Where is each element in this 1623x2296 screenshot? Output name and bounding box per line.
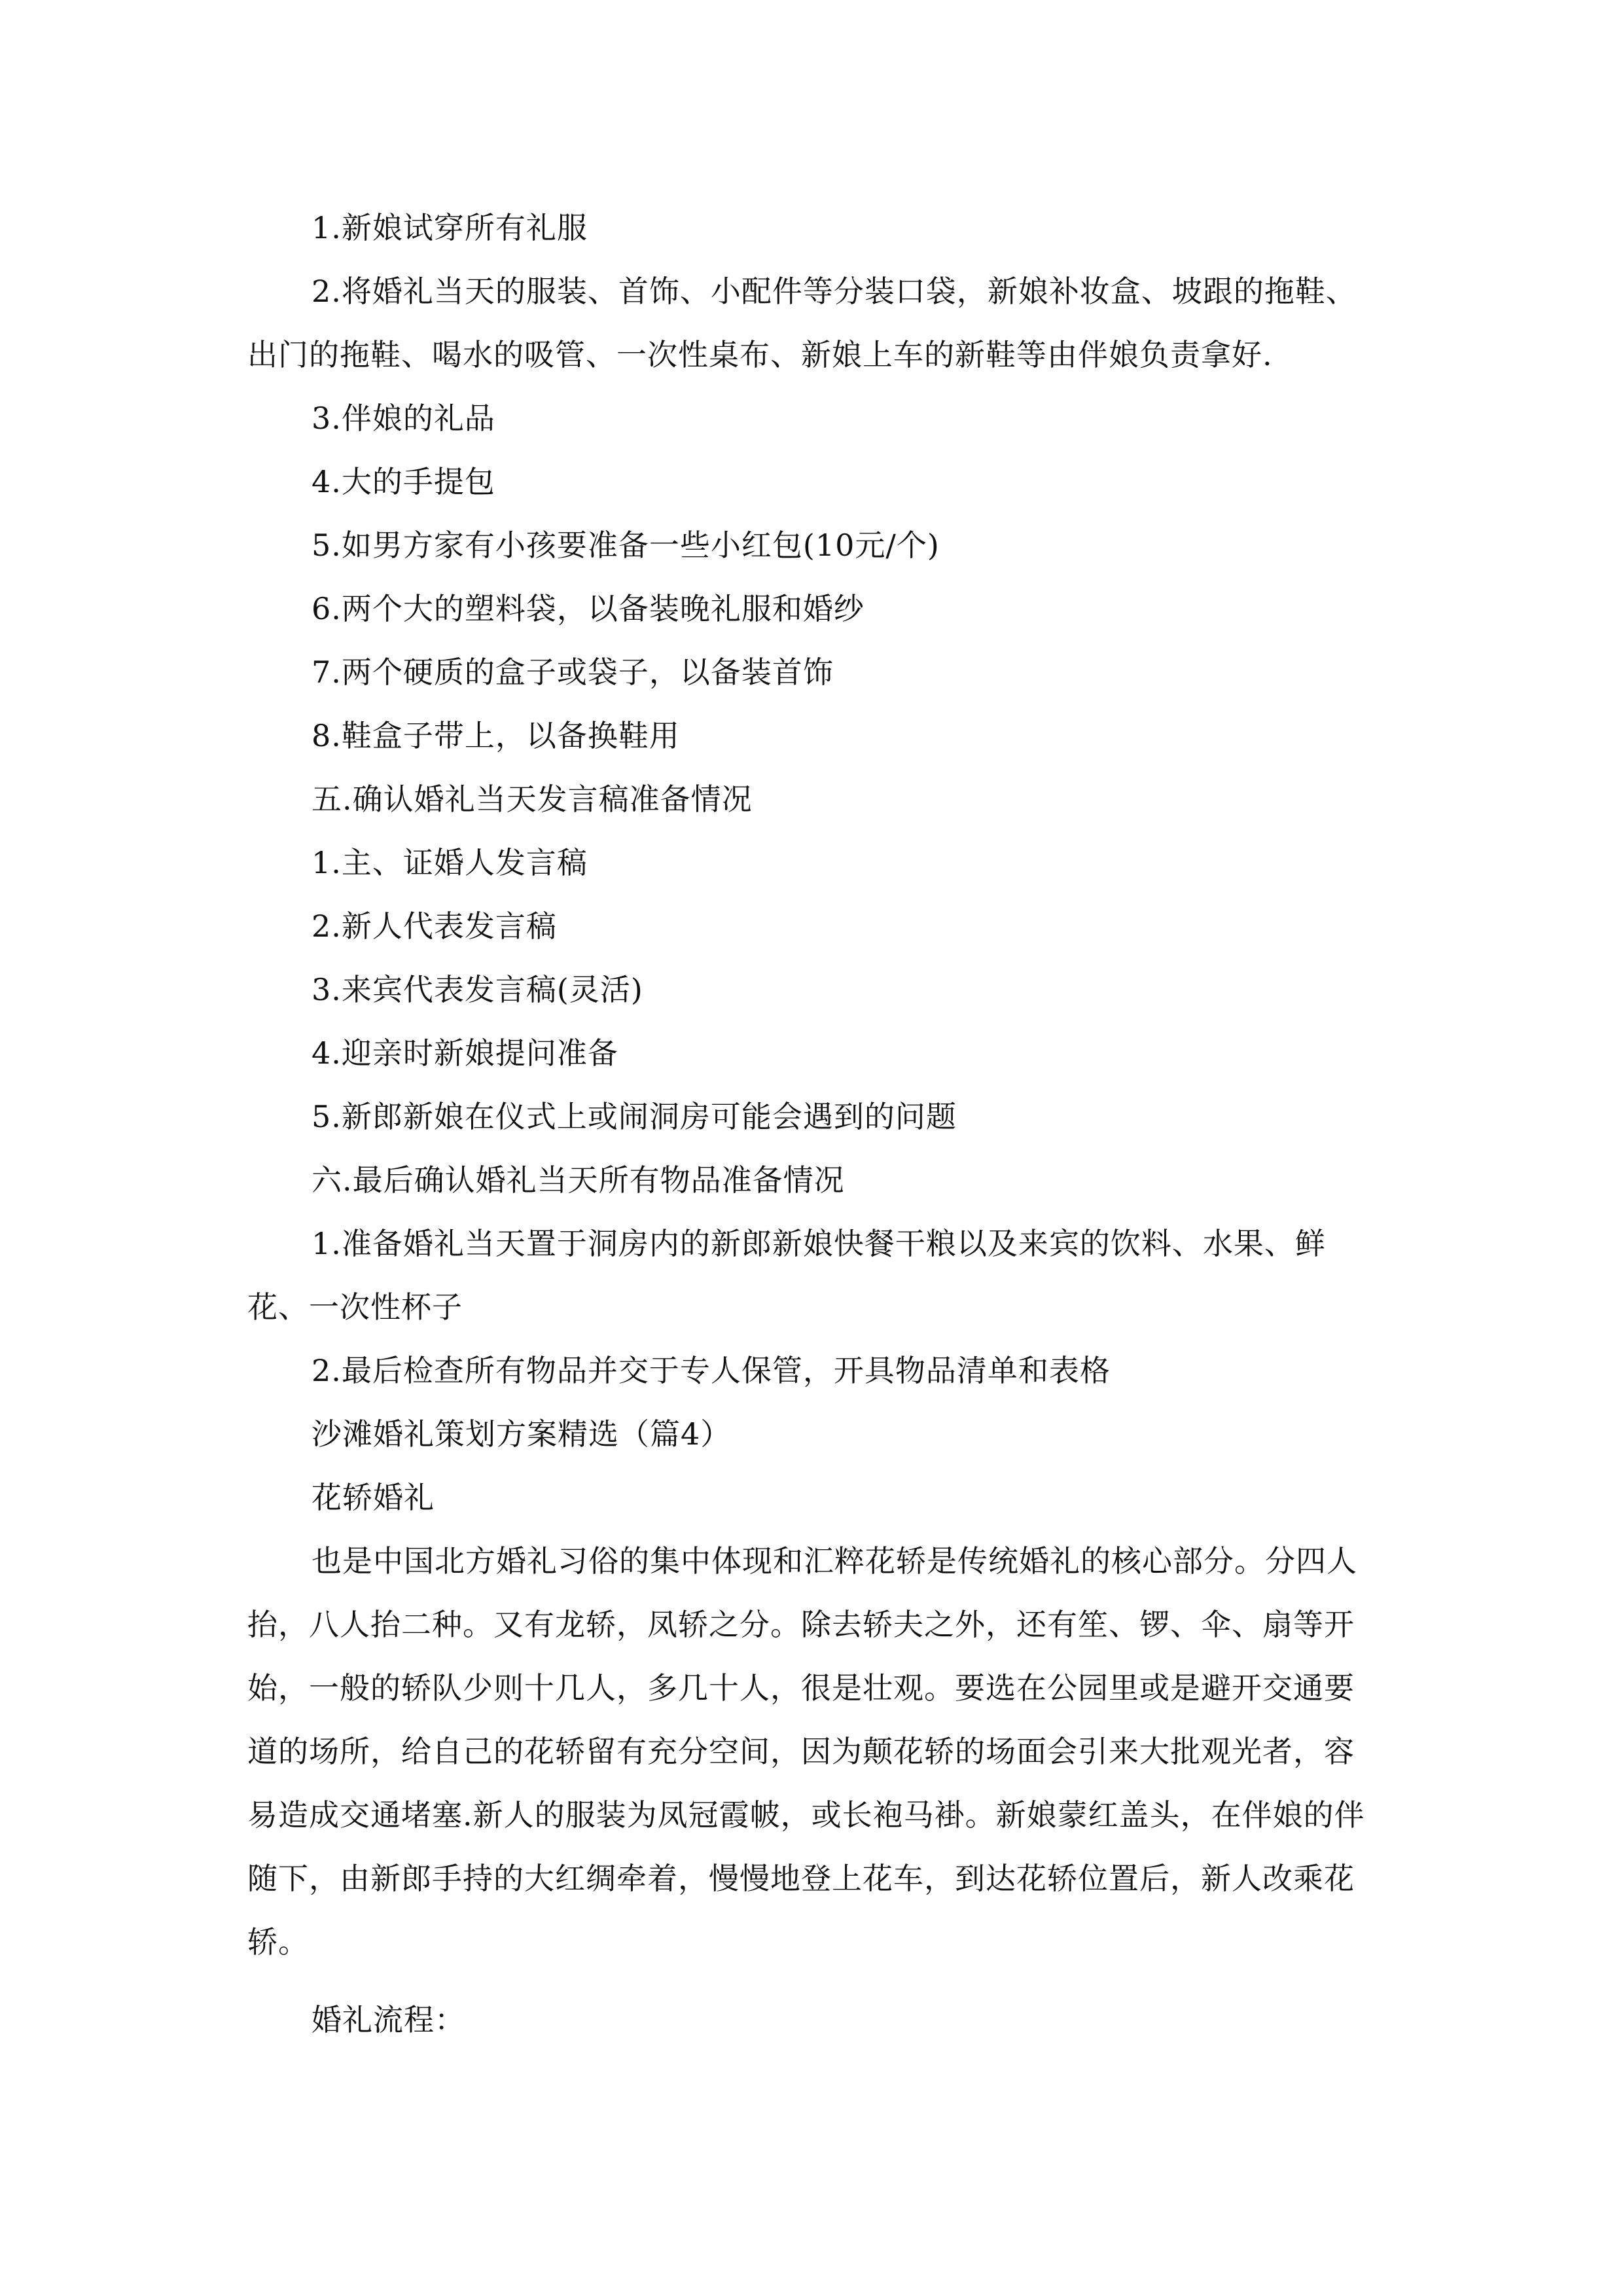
subsection-heading-wedding-process: 婚礼流程： — [312, 2002, 465, 2037]
document-body — [247, 196, 1380, 2052]
list-item-possible-issues: 5.新郎新娘在仪式上或闹洞房可能会遇到的问题 — [312, 1099, 957, 1134]
list-item-officiant-speech: 1.主、证婚人发言稿 — [312, 845, 588, 880]
list-item-bridal-room-supplies: 1.准备婚礼当天置于洞房内的新郎新娘快餐干粮以及来宾的饮料、水果、鲜花、一次性杯子 — [247, 1226, 1326, 1325]
list-item-red-envelopes: 5.如男方家有小孩要准备一些小红包(10元/个) — [312, 528, 940, 563]
list-item-hard-boxes: 7.两个硬质的盒子或袋子，以备装首饰 — [312, 655, 834, 690]
list-item-pack-accessories: 2.将婚礼当天的服装、首饰、小配件等分装口袋，新娘补妆盒、坡跟的拖鞋、出门的拖鞋、喝水的吸管、一次性桌布、新娘上车的新鞋等由伴娘负责拿好. — [247, 274, 1357, 372]
article-title: 沙滩婚礼策划方案精选（篇4） — [312, 1416, 732, 1452]
list-item-bridesmaid-gifts: 3.伴娘的礼品 — [312, 401, 495, 436]
list-item-plastic-bags: 6.两个大的塑料袋，以备装晚礼服和婚纱 — [312, 591, 865, 626]
list-item-bride-try-dresses: 1.新娘试穿所有礼服 — [312, 210, 588, 245]
subsection-heading-sedan-wedding: 花轿婚礼 — [312, 1480, 435, 1515]
body-paragraph-sedan-wedding: 也是中国北方婚礼习俗的集中体现和汇粹花轿是传统婚礼的核心部分。分四人抬，八人抬二种。又有龙轿，凤轿之分。除去轿夫之外，还有笙、锣、伞、扇等开始，一般的轿队少则十几人，多几十人，很是壮观。要选在公园里或是避开交通要道的场所，给自己的花轿留有充分空间，因为颠花轿的场面会引来大批观光者，容易造成交通堵塞.新人的服装为凤冠霞帔，或长袍马褂。新娘蒙红盖头，在伴娘的伴随下，由新郎手持的大红绸牵着，慢慢地登上花车，到达花轿位置后，新人改乘花轿。 — [247, 1543, 1365, 1960]
list-item-couple-speech: 2.新人代表发言稿 — [312, 908, 557, 944]
list-item-inventory-check: 2.最后检查所有物品并交于专人保管，开具物品清单和表格 — [312, 1353, 1111, 1388]
list-item-large-handbag: 4.大的手提包 — [312, 464, 495, 499]
section-heading-final-check: 六.最后确认婚礼当天所有物品准备情况 — [312, 1162, 845, 1198]
list-item-bride-questions: 4.迎亲时新娘提问准备 — [312, 1035, 618, 1071]
list-item-guest-speech: 3.来宾代表发言稿(灵活) — [312, 972, 643, 1007]
section-heading-speeches: 五.确认婚礼当天发言稿准备情况 — [312, 781, 753, 817]
list-item-shoe-box: 8.鞋盒子带上，以备换鞋用 — [312, 718, 680, 753]
